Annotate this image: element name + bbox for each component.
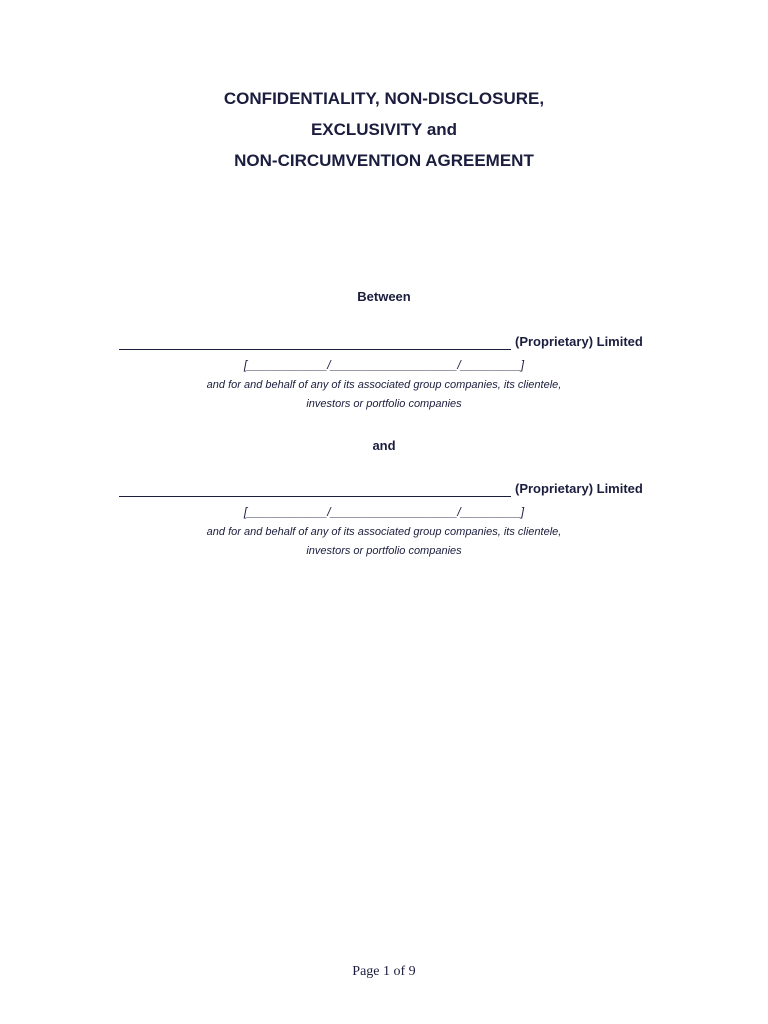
party-2-name-line <box>0 481 768 501</box>
party-2-behalf-text-line-1: and for and behalf of any of its associated group companies, its clientele, <box>206 526 562 538</box>
party-2-company-suffix: (Proprietary) Limited <box>515 481 643 496</box>
document-title-line-3: NON-CIRCUMVENTION AGREEMENT <box>234 151 534 170</box>
and-label: and <box>372 438 396 453</box>
document-title-line-1: CONFIDENTIALITY, NON-DISCLOSURE, <box>223 89 545 108</box>
party-1-behalf-text-line-2: investors or portfolio companies <box>306 398 462 410</box>
party-2-behalf-text-line-2: investors or portfolio companies <box>306 545 462 557</box>
party-1-name-line <box>0 334 768 354</box>
party-1-behalf-text-line-1: and for and behalf of any of its associated group companies, its clientele, <box>206 379 562 391</box>
document-title-line-2: EXCLUSIVITY and <box>310 120 458 139</box>
party-1-name-blank <box>119 349 511 350</box>
party-1-company-suffix: (Proprietary) Limited <box>515 334 643 349</box>
page-number-footer: Page 1 of 9 <box>352 964 416 979</box>
party-2-registration-blank: [____________/___________________/_________] <box>243 505 525 519</box>
party-2-name-blank <box>119 496 511 497</box>
between-label: Between <box>357 289 411 304</box>
party-1-registration-blank: [____________/___________________/_________] <box>243 358 525 372</box>
